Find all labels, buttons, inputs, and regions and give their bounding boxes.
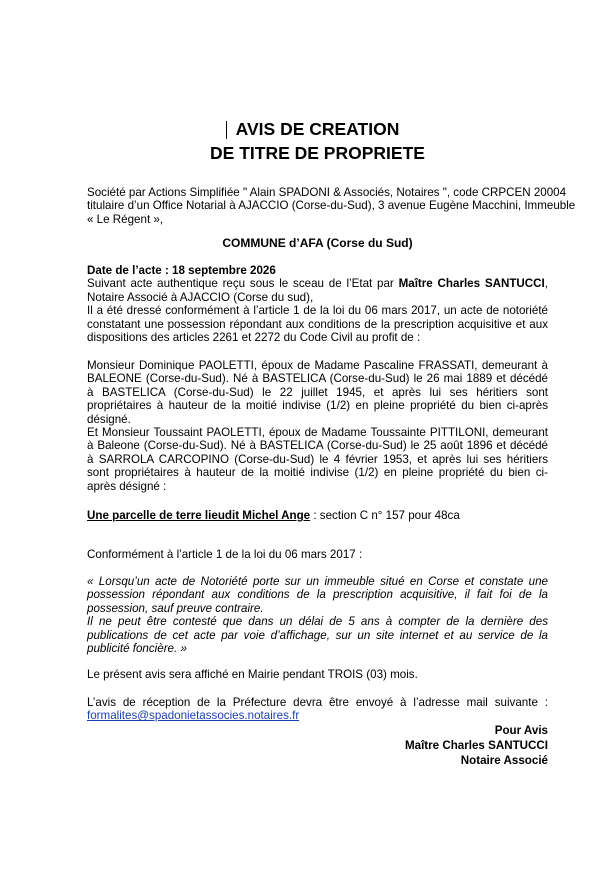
intro-line: titulaire d’un Office Notarial à AJACCIO (Corse-du-Sud), 3 avenue Eugène Macchini, Immeuble bbox=[87, 199, 576, 213]
acte-line: Il a été dressé conformément à l’article 1 de la loi du 06 mars 2017, un acte de notoriété bbox=[87, 304, 548, 318]
mairie-notice: Le présent avis sera affiché en Mairie pendant TROIS (03) mois. bbox=[87, 668, 418, 681]
acte-line: dispositions des articles 2261 et 2272 du Code Civil au profit de : bbox=[87, 331, 421, 345]
persons-line: sont propriétaires à hauteur de la moitié indivise (1/2) en pleine propriété du bien ci- bbox=[87, 466, 548, 480]
persons-line: propriétaires à hauteur de la moitié indivise (1/2) en pleine propriété du bien ci-après bbox=[87, 399, 548, 413]
parcel-label: Une parcelle de terre lieudit Michel Ange bbox=[87, 509, 311, 522]
acte-text: , bbox=[544, 277, 548, 291]
intro-line: « Le Régent », bbox=[87, 212, 164, 226]
persons-paragraph-2 bbox=[87, 426, 548, 493]
email-line bbox=[87, 709, 548, 722]
persons-paragraph-1 bbox=[87, 359, 548, 426]
signature-block bbox=[405, 723, 548, 768]
quote-line: publicité foncière. » bbox=[87, 642, 187, 656]
prefecture-paragraph bbox=[87, 696, 548, 723]
persons-line: à SARROLA CARCOPINO (Corse-du-Sud) le 4 février 1953, et après lui ses héritiers bbox=[87, 452, 548, 466]
commune-heading: COMMUNE d’AFA (Corse du Sud) bbox=[222, 236, 413, 250]
quote-line: possession répondant aux conditions de la prescription acquisitive, il fait foi de la bbox=[87, 588, 548, 602]
persons-line: après désigné : bbox=[87, 479, 167, 493]
quote-line: « Lorsqu’un acte de Notoriété porte sur un immeuble situé en Corse et constate une bbox=[87, 575, 548, 588]
persons-line: désigné. bbox=[87, 412, 131, 426]
acte-line bbox=[87, 277, 548, 290]
signature-line-2: Maître Charles SANTUCCI bbox=[404, 739, 548, 752]
quote-line: publications de cet acte par voie d’affichage, sur un site internet et au service de la bbox=[87, 628, 548, 642]
persons-line: Monsieur Dominique PAOLETTI, époux de Madame Pascaline FRASSATI, demeurant à bbox=[87, 359, 548, 372]
persons-line: à Baleone (Corse-du-Sud). Né à BASTELICA (Corse-du-Sud) le 25 août 1896 et décédé bbox=[87, 439, 548, 453]
acte-date: Date de l’acte : 18 septembre 2026 bbox=[87, 264, 276, 277]
quote-line: possession, sauf preuve contraire. bbox=[87, 601, 264, 615]
persons-line: Et Monsieur Toussaint PAOLETTI, époux de Madame Toussainte PITTILONI, demeurant bbox=[87, 426, 548, 439]
parcel-line bbox=[87, 509, 548, 522]
title-line-2: DE TITRE DE PROPRIETE bbox=[210, 143, 425, 163]
law-quote bbox=[87, 575, 548, 655]
persons-line: BALEONE (Corse-du-Sud). Né à BASTELICA (Corse-du-Sud) le 26 mai 1889 et décédé bbox=[87, 372, 548, 386]
acte-line: Notaire Associé à AJACCIO (Corse du sud), bbox=[87, 290, 314, 304]
title-line-1: AVIS DE CREATION bbox=[235, 119, 400, 139]
acte-text: Suivant acte authentique reçu sous le sceau de l’Etat par bbox=[87, 277, 399, 291]
signature-line-1: Pour Avis bbox=[494, 724, 548, 737]
intro-line: Société par Actions Simplifiée " Alain SPADONI & Associés, Notaires ", code CRPCEN 20004 bbox=[87, 186, 567, 199]
persons-line: à BASTELICA (Corse-du-Sud) le 22 juillet 1945, et après lui ses héritiers sont bbox=[87, 385, 548, 399]
notary-name: Maître Charles SANTUCCI bbox=[398, 277, 545, 291]
email-link[interactable]: formalites@spadonietassocies.notaires.fr bbox=[87, 709, 300, 723]
acte-paragraph bbox=[87, 264, 548, 344]
law-intro: Conformément à l’article 1 de la loi du 06 mars 2017 : bbox=[87, 548, 363, 561]
parcel-detail: : section C n° 157 pour 48ca bbox=[310, 509, 460, 522]
quote-line: Il ne peut être contesté que dans un délai de 5 ans à compter de la dernière des bbox=[87, 615, 548, 629]
signature-line-3: Notaire Associé bbox=[460, 754, 548, 767]
prefecture-line: L’avis de réception de la Préfecture devra être envoyé à l’adresse mail suivante : bbox=[87, 696, 548, 709]
intro-paragraph bbox=[87, 186, 576, 226]
acte-line: constatant une possession répondant aux conditions de la prescription acquisitive et aux bbox=[87, 317, 548, 331]
